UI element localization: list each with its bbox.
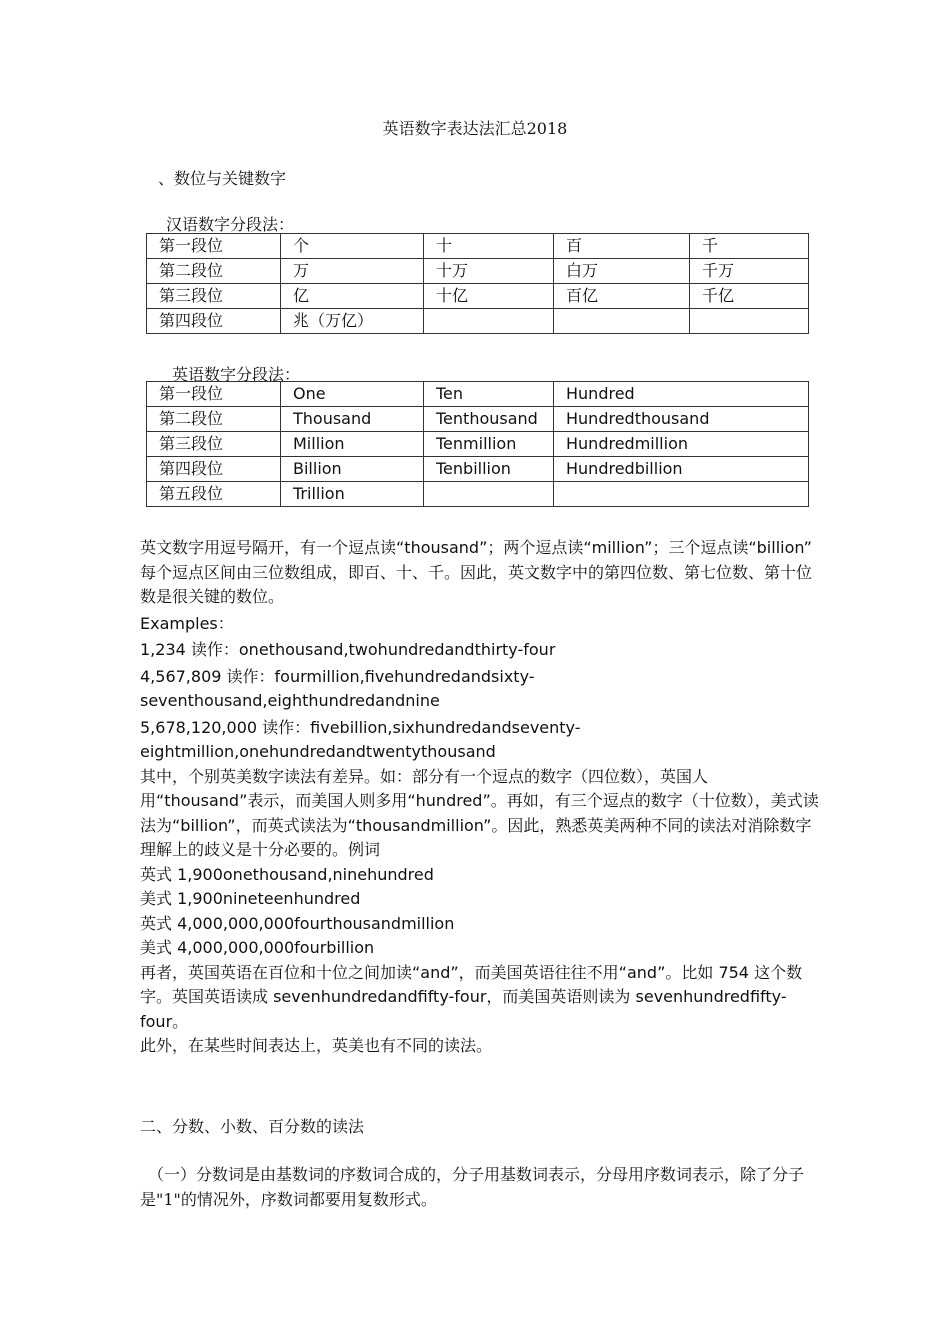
table-row xyxy=(147,259,809,284)
paragraph: 每个逗点区间由三位数组成，即百、十、千。因此，英文数字中的第四位数、第七位数、第十位数是很关键的数位。 xyxy=(140,562,813,606)
table-cell: 白万 xyxy=(554,259,690,284)
table-cn xyxy=(146,233,809,334)
paragraph: 其中，个别英美数字读法有差异。如：部分有一个逗点的数字（四位数），英国人用“thousand”表示，而美国人则多用“hundred”。再如，有三个逗点的数字（十位数），美式读法为“billion”，而英式读法为“thousandmillion”。因此，熟悉英美两种不同的读法对消除数字理解上的歧义是十分必要的。例词 xyxy=(140,766,819,859)
table-cell: Tenmillion xyxy=(424,432,554,457)
table-cell: 百亿 xyxy=(554,284,690,309)
table-cell: Million xyxy=(281,432,424,457)
paragraph: 英文数字用逗号隔开，有一个逗点读“thousand”；两个逗点读“million”；三个逗点读“billion” xyxy=(140,538,812,557)
table-cell: Tenthousand xyxy=(424,407,554,432)
table-cell: Hundred xyxy=(554,382,809,407)
section-heading-2: 二、分数、小数、百分数的读法 xyxy=(140,1117,365,1136)
table-cell: Hundredthousand xyxy=(554,407,809,432)
table-cell: 千 xyxy=(690,234,809,259)
table-cell: 第三段位 xyxy=(147,432,281,457)
table-cell: Thousand xyxy=(281,407,424,432)
paragraph: 5,678,120,000 读作：fivebillion,sixhundredandseventy-eightmillion,onehundredandtwentythousand xyxy=(140,717,581,761)
paragraph: 英式 1,900onethousand,ninehundred xyxy=(140,864,434,884)
table-cell: 第四段位 xyxy=(147,457,281,482)
table-cell: 第二段位 xyxy=(147,259,281,284)
table-cell: Tenbillion xyxy=(424,457,554,482)
table-cell: 万 xyxy=(281,259,424,284)
table-cell: Hundredbillion xyxy=(554,457,809,482)
table-cell: Ten xyxy=(424,382,554,407)
paragraph: 此外，在某些时间表达上，英美也有不同的读法。 xyxy=(140,1036,493,1055)
table-row xyxy=(147,457,809,482)
table-cell: One xyxy=(281,382,424,407)
table-en-caption: 英语数字分段法： xyxy=(172,365,301,384)
paragraph: 英式 4,000,000,000fourthousandmillion xyxy=(140,913,455,933)
table-cell xyxy=(690,309,809,334)
table-cell: 第三段位 xyxy=(147,284,281,309)
table-cell: 兆（万亿） xyxy=(281,309,424,334)
table-cell: 第一段位 xyxy=(147,234,281,259)
paragraph: （一）分数词是由基数词的序数词合成的，分子用基数词表示，分母用序数词表示，除了分子是"1"的情况外，序数词都要用复数形式。 xyxy=(140,1165,805,1209)
table-row xyxy=(147,234,809,259)
table-cell: 第一段位 xyxy=(147,382,281,407)
table-row xyxy=(147,432,809,457)
table-cell: 第四段位 xyxy=(147,309,281,334)
table-cell: 亿 xyxy=(281,284,424,309)
table-cell: 十万 xyxy=(424,259,554,284)
section-heading-1: 、数位与关键数字 xyxy=(158,169,287,188)
table-cell: 第二段位 xyxy=(147,407,281,432)
table-row xyxy=(147,309,809,334)
table-cell xyxy=(424,482,554,507)
table-cell: Billion xyxy=(281,457,424,482)
paragraph: 4,567,809 读作：fourmillion,fivehundredandsixty-seventhousand,eighthundredandnine xyxy=(140,666,535,710)
table-row xyxy=(147,382,809,407)
table-cell: Hundredmillion xyxy=(554,432,809,457)
table-cell: 十 xyxy=(424,234,554,259)
table-row xyxy=(147,284,809,309)
table-cell: 千亿 xyxy=(690,284,809,309)
body-text xyxy=(140,536,820,1059)
table-cell: 千万 xyxy=(690,259,809,284)
paragraph: 美式 1,900nineteenhundred xyxy=(140,889,361,908)
table-cell: 第五段位 xyxy=(147,482,281,507)
table-cell: 十亿 xyxy=(424,284,554,309)
table-cell xyxy=(554,309,690,334)
table-cell: 百 xyxy=(554,234,690,259)
table-cell xyxy=(554,482,809,507)
paragraph: 再者，英国英语在百位和十位之间加读“and”，而美国英语往往不用“and”。比如 754 这个数字。英国英语读成 sevenhundredandfifty-four，而美国英语则读为 sevenhundredfifty-four。 xyxy=(140,962,803,1031)
table-cell: 个 xyxy=(281,234,424,259)
paragraph: 美式 4,000,000,000fourbillion xyxy=(140,938,375,957)
table-row xyxy=(147,407,809,432)
paragraph: 1,234 读作：onethousand,twohundredandthirty-four xyxy=(140,640,556,659)
table-cn-caption: 汉语数字分段法： xyxy=(166,215,295,234)
table-cell: Trillion xyxy=(281,482,424,507)
table-en xyxy=(146,381,809,507)
document-title: 英语数字表达法汇总2018 xyxy=(382,119,568,138)
table-row xyxy=(147,482,809,507)
table-cell xyxy=(424,309,554,334)
paragraph: Examples： xyxy=(140,613,234,633)
